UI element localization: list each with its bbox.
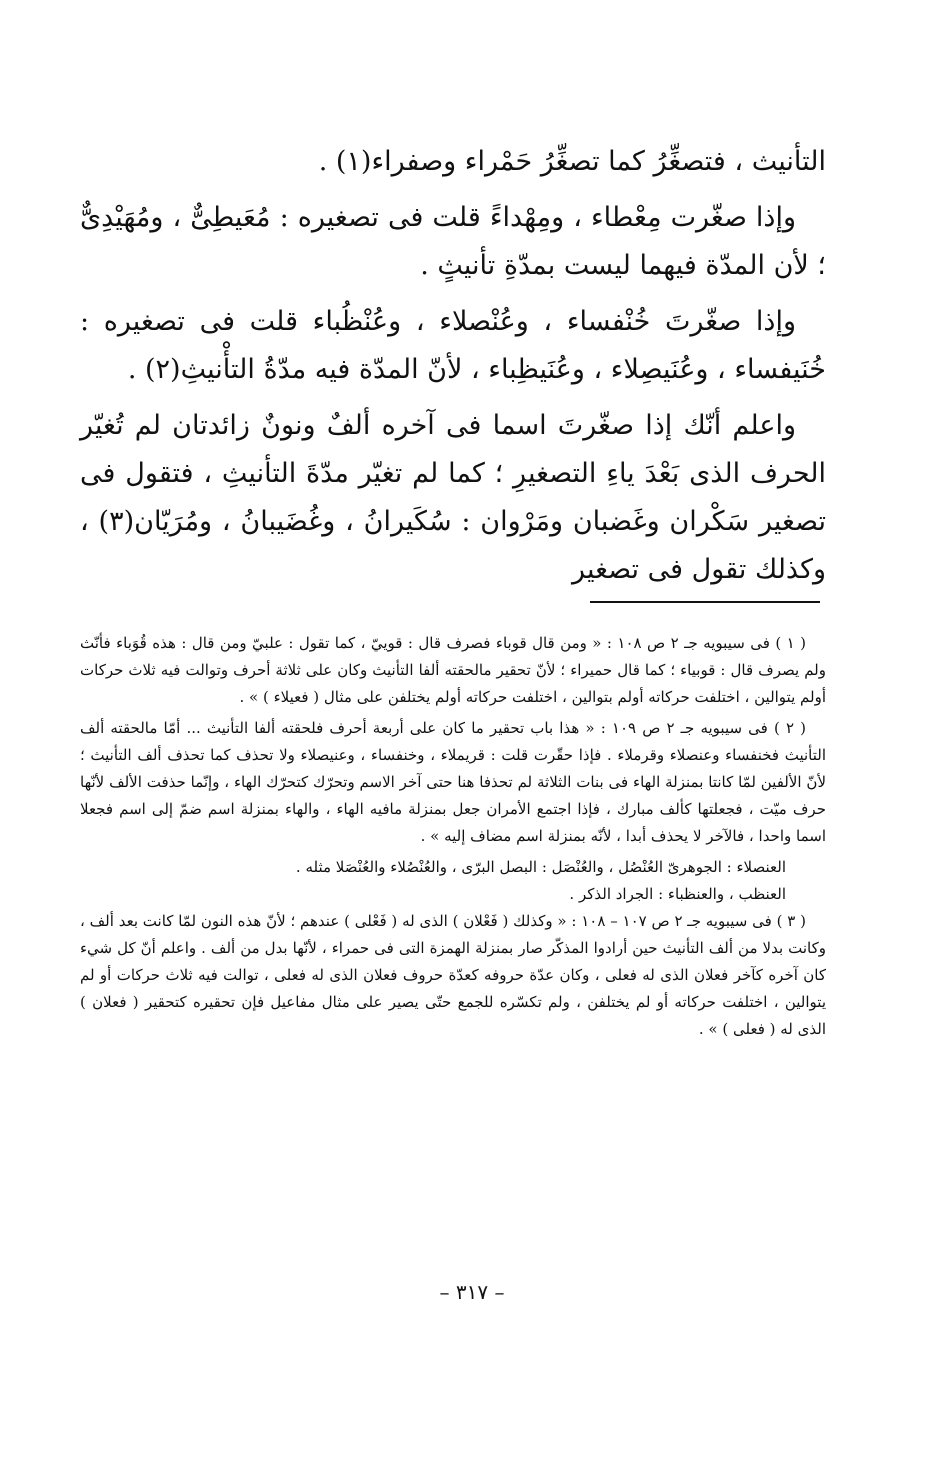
footnotes-block [80,630,826,1047]
footnote-2: ( ٢ ) فى سيبويه جـ ٢ ص ١٠٩ : « هذا باب تحقير ما كان على أربعة أحرف فلحقته ألفا التأنيث ... أمّا مالحقته ألف التأنيث فخنفساء وعنصلاء وقرملاء . فإذا حقّرت قلت : قريملاء ، وخنفساء ، وعنيصلاء ولا تحذف كما تحذف ألف التأنيث ؛ لأنّ الألفين لمّا كانتا بمنزلة الهاء فى بنات الثلاثة لم تحذفا هنا حتى آخر الاسم وتحرّك كتحرّك الهاء ، وإنّما حذفت الألف لأنّها حرف ميّت ، فجعلتها كألف مبارك ، فإذا اجتمع الأمران جعل بمنزلة مافيه الهاء ، والهاء بمنزلة اسم ضمّ إلى اسم فجعلا اسما واحدا ، فالآخر لا يحذف أبدا ، لأنّه بمنزلة اسم مضاف إليه » . [80,719,826,845]
footnote-1: ( ١ ) فى سيبويه جـ ٢ ص ١٠٨ : « ومن قال قوباء فصرف قال : قوييّ ، كما تقول : علبيّ ومن قال : هذه قُوَباء فأنّث ولم يصرف قال : قوبياء ؛ كما قال حميراء ؛ لأنّ تحقير مالحقته ألفا التأنيث وكان على ثلاثة أحرف وتوالت فيه ثلاث حركات أولم يتوالين ، اختلفت حركاته أولم بتوالين ، اختلفت حركاته أولم يختلفن على مثال ( فعيلاء ) » . [80,634,826,706]
main-paragraph-4: واعلم أنّك إذا صغّرتَ اسما فى آخره ألفٌ ونونٌ زائدتان لم تُغيّر الحرف الذى بَعْدَ ياءِ التصغيرِ ؛ كما لم تغيّر مدّةَ التأنيثِ ، فتقول فى تصغير سَكْران وغَضبان ومَرْوان : سُكَيرانُ ، وغُضَيبانُ ، ومُرَيّان(٣) ، وكذلك تقول فى تصغير [80,410,826,585]
footnote-separator [590,601,820,603]
footnote-gloss-2: العنظب ، والعنظباء : الجراد الذكر . [569,885,786,903]
footnote-gloss-1: العنصلاء : الجوهرىّ العُنْصُل ، والعُنْصَل : البصل البرّى ، والعُنْصُلاء والعُنْصَلا مثله . [295,858,786,876]
main-paragraph-1: التأنيث ، فتصغِّرُ كما تصغِّرُ حَمْراء وصفراء(١) . [318,146,826,177]
main-paragraph-2: وإذا صغّرت مِعْطاء ، ومِهْداءً قلت فى تصغيره : مُعَيطِىٌّ ، ومُهَيْدِىٌّ ؛ لأن المدّة فيهما ليست بمدّةِ تأنيثٍ . [80,202,826,281]
main-text-block [80,138,826,602]
page-number: – ٣١٧ – [439,1280,505,1304]
main-paragraph-3: وإذا صغّرتَ خُنْفساء ، وعُنْصلاء ، وعُنْظُباء قلت فى تصغيره : خُنَيفساء ، وعُنَيصِلاء ، وعُنَيظِباء ، لأنّ المدّة فيه مدّةُ التأْنيثِ(٢) . [80,306,826,385]
footnote-3: ( ٣ ) فى سيبويه جـ ٢ ص ١٠٧ – ١٠٨ : « وكذلك ( فَعْلان ) الذى له ( فَعْلى ) عندهم ؛ لأنّ هذه النون لمّا كانت بعد ألف ، وكانت بدلا من ألف التأنيث حين أرادوا المذكّر صار بمنزلة الهمزة التى فى حمراء ، لأنّها بدل من ألف . واعلم أنّ كل شيء كان آخره كآخر فعلان الذى له فعلى ، وكان عدّة حروفه كعدّة حروف فعلان الذى له فعلى ، توالت فيه ثلاث حركات أو لم يتوالين ، اختلفت حركاته أو لم يختلفن ، ولم تكسّره للجمع حتّى يصير على مثال مفاعيل فإن تحقيره كتحقير ( فعلان ) الذى له ( فعلى ) » . [80,912,826,1038]
